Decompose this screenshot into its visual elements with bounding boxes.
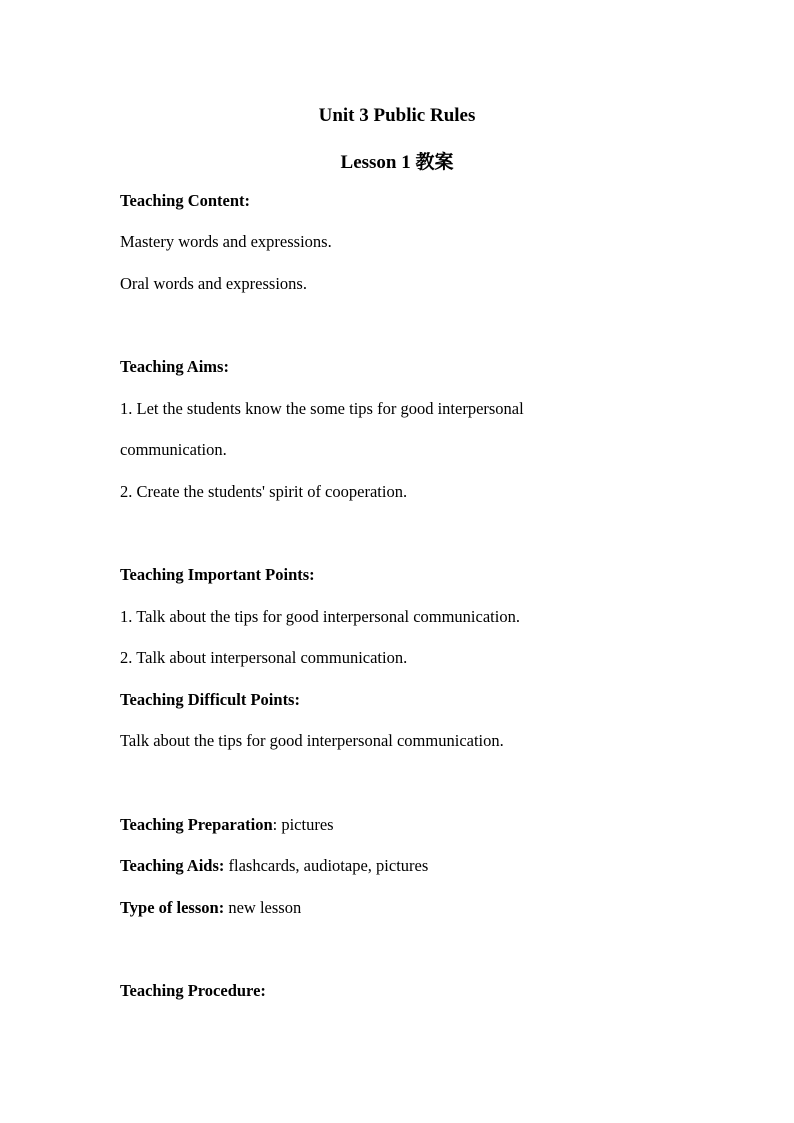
important-points-item: 2. Talk about interpersonal communication. — [120, 648, 408, 667]
aids-label: Teaching Aids: — [120, 856, 225, 875]
preparation-value: : pictures — [272, 815, 334, 834]
lesson-type-line — [120, 898, 301, 918]
lesson-type-label: Type of lesson: — [120, 898, 225, 917]
difficult-points-heading: Teaching Difficult Points: — [120, 690, 300, 709]
content-heading: Teaching Content: — [120, 191, 251, 210]
aids-value: flashcards, audiotape, pictures — [224, 856, 429, 875]
aims-item: communication. — [120, 440, 227, 459]
document-subtitle: Lesson 1 教案 — [340, 152, 454, 173]
preparation-line — [120, 815, 334, 835]
difficult-points-item: Talk about the tips for good interpersonal communication. — [120, 731, 504, 750]
important-points-heading: Teaching Important Points: — [120, 565, 315, 584]
document-title: Unit 3 Public Rules — [318, 105, 476, 126]
important-points-item: 1. Talk about the tips for good interpersonal communication. — [120, 607, 520, 626]
aims-item: 1. Let the students know the some tips for good interpersonal — [120, 399, 524, 418]
aids-line — [120, 856, 428, 876]
lesson-type-value: new lesson — [224, 898, 302, 917]
preparation-label: Teaching Preparation — [120, 815, 273, 834]
procedure-heading: Teaching Procedure: — [120, 981, 266, 1000]
content-item: Mastery words and expressions. — [120, 232, 332, 251]
content-item: Oral words and expressions. — [120, 274, 307, 293]
aims-item: 2. Create the students' spirit of cooperation. — [120, 482, 408, 501]
aims-heading: Teaching Aims: — [120, 357, 229, 376]
